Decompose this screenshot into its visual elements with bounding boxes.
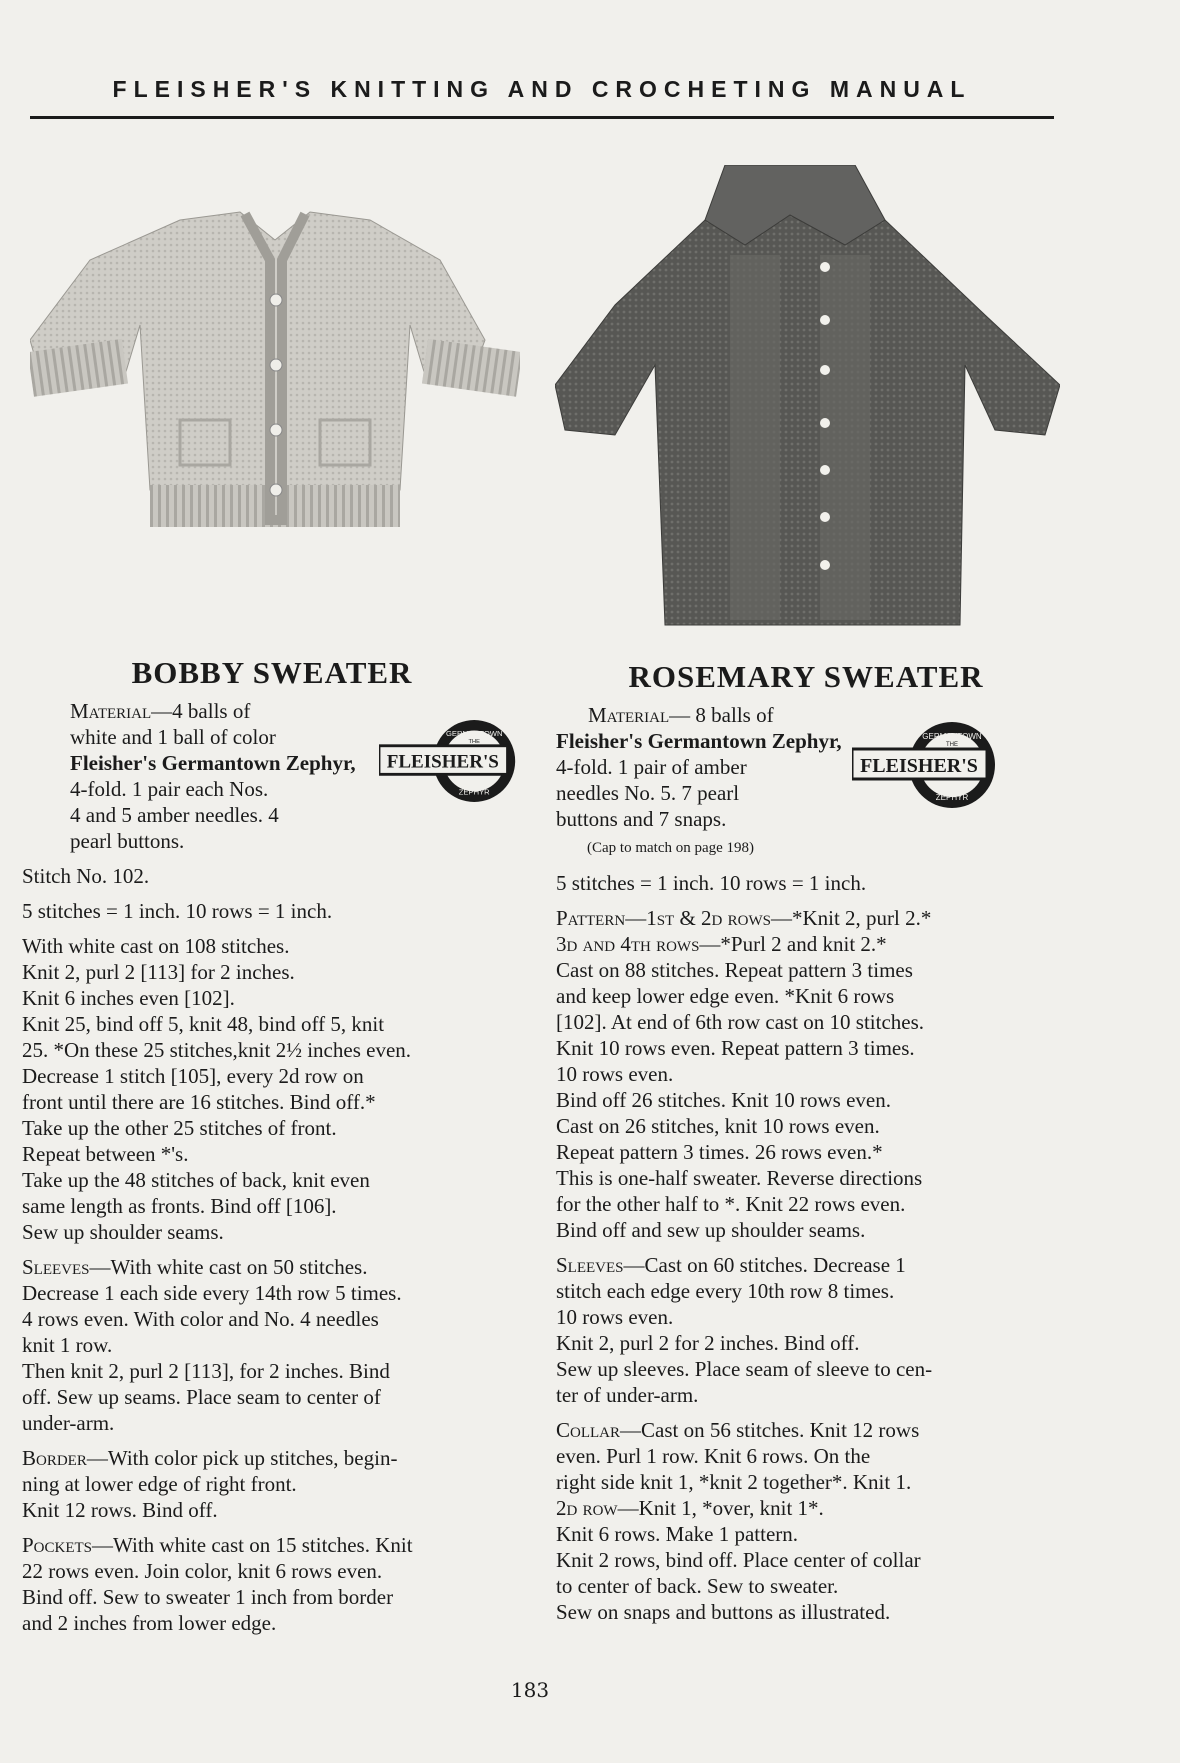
bobby-sleeves: Sleeves—With white cast on 50 stitches. Decrease 1 each side every 14th row 5 times. 4 rows even. With color and No. 4 needles knit 1 row. Then knit 2, purl 2 [113], for 2 inches. Bind off. Sew up seams. Place seam to center of under-arm. <box>22 1255 402 1435</box>
rosemary-sweater-column <box>556 659 1056 1625</box>
brand-name: Fleisher's Germantown Zephyr, <box>70 751 356 775</box>
svg-text:ZEPHYR: ZEPHYR <box>935 793 969 802</box>
cap-note: (Cap to match on page 198) <box>587 840 755 856</box>
bobby-sweater-title: BOBBY SWEATER <box>131 655 413 690</box>
page-number: 183 <box>510 1678 550 1702</box>
bobby-border: Border—With color pick up stitches, begin- ning at lower edge of right front. Knit 12 rows. Bind off. <box>22 1446 398 1522</box>
bobby-body-instructions: With white cast on 108 stitches. Knit 2, purl 2 [113] for 2 inches. Knit 6 inches even [102]. Knit 25, bind off 5, knit 48, bind off 5, knit 25. *On these 25 stitches,knit 2½ inches even. Decrease 1 stitch [105], every 2d row on front until there are 16 stitches. Bind off.* Take up the other 25 stitches of front. Repeat between *'s. Take up the 48 stitches of back, knit even same length as fronts. Bind off [106]. Sew up shoulder seams. <box>22 934 412 1244</box>
svg-text:FLEISHER'S: FLEISHER'S <box>860 755 978 777</box>
svg-text:ZEPHYR: ZEPHYR <box>458 787 490 797</box>
svg-text:GERMANTOWN: GERMANTOWN <box>922 732 982 741</box>
running-header: FLEISHER'S KNITTING AND CROCHETING MANUAL <box>112 76 972 102</box>
svg-text:THE: THE <box>468 738 481 745</box>
rosemary-sweater-photo <box>555 165 1060 630</box>
svg-text:GERMANTOWN: GERMANTOWN <box>446 729 503 739</box>
rosemary-gauge: 5 stitches = 1 inch. 10 rows = 1 inch. <box>556 871 867 895</box>
material-label: Material <box>70 699 152 723</box>
rosemary-collar: Collar—Cast on 56 stitches. Knit 12 rows even. Purl 1 row. Knit 6 rows. On the right side knit 1, *knit 2 together*. Knit 1. 2d row—Knit 1, *over, knit 1*. Knit 6 rows. Make 1 pattern. Knit 2 rows, bind off. Place center of collar to center of back. Sew to sweater. Sew on snaps and buttons as illustrated. <box>556 1418 921 1624</box>
fleishers-logo <box>852 720 1002 810</box>
bobby-stitch: Stitch No. 102. <box>22 864 150 888</box>
bobby-sweater-photo <box>30 200 520 560</box>
rosemary-pattern: Pattern—1st & 2d rows—*Knit 2, purl 2.* 3d and 4th rows—*Purl 2 and knit 2.* Cast on 88 stitches. Repeat pattern 3 times and keep lower edge even. *Knit 6 rows [102]. At end of 6th row cast on 10 stitches. Knit 10 rows even. Repeat pattern 3 times. 10 rows even. Bind off 26 stitches. Knit 10 rows even. Cast on 26 stitches, knit 10 rows even. Repeat pattern 3 times. 26 rows even.* This is one-half sweater. Reverse directions for the other half to *. Knit 22 rows even. Bind off and sew up shoulder seams. <box>556 906 932 1242</box>
svg-text:THE: THE <box>946 742 958 748</box>
rosemary-sleeves: Sleeves—Cast on 60 stitches. Decrease 1 stitch each edge every 10th row 8 times. 10 rows even. Knit 2, purl 2 for 2 inches. Bind off. Sew up sleeves. Place seam of sleeve to cen- ter of under-arm. <box>556 1253 933 1407</box>
bobby-material: Material—4 balls of white and 1 ball of color Fleisher's Germantown Zephyr, 4-fold. 1 pair each Nos. 4 and 5 amber needles. 4 pearl buttons. FLEISHER'S GERMANTOWN ZEPHYR THE <box>22 698 522 854</box>
bobby-sweater-column <box>22 655 522 1636</box>
header-rule <box>30 116 1054 119</box>
fleishers-logo <box>379 716 522 806</box>
svg-text:FLEISHER'S: FLEISHER'S <box>386 751 500 773</box>
bobby-gauge: 5 stitches = 1 inch. 10 rows = 1 inch. <box>22 899 333 923</box>
rosemary-sweater-title: ROSEMARY SWEATER <box>628 659 984 694</box>
rosemary-material: Material— 8 balls of Fleisher's Germantown Zephyr, 4-fold. 1 pair of amber needles No. 5. 7 pearl buttons and 7 snaps. FLEISHER'S GERMANTOWN ZEPHYR THE <box>556 702 1056 832</box>
brand-name: Fleisher's Germantown Zephyr, <box>556 729 842 753</box>
bobby-pockets: Pockets—With white cast on 15 stitches. Knit 22 rows even. Join color, knit 6 rows even. Bind off. Sew to sweater 1 inch from border and 2 inches from lower edge. <box>22 1533 413 1635</box>
